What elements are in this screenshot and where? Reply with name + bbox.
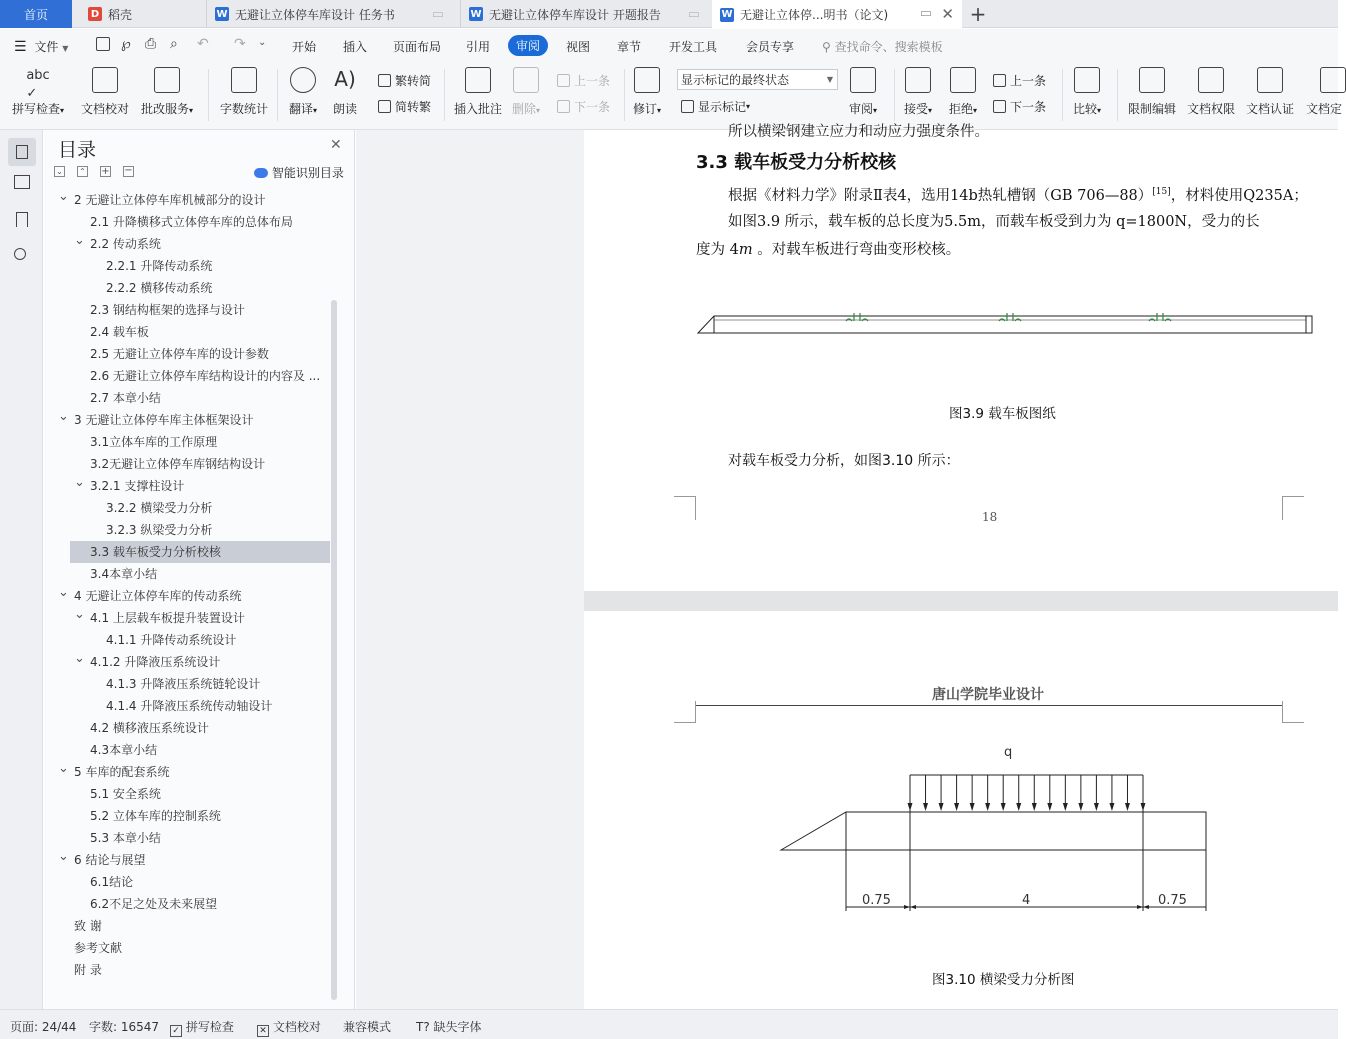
ribbon-divider — [444, 69, 445, 121]
simp-to-trad-icon — [378, 100, 391, 113]
toc-item-label: 2.5 无避让立体停车库的设计参数 — [90, 347, 269, 361]
markup-state-value: 显示标记的最终状态 — [681, 73, 790, 87]
ribbon-divider — [277, 69, 278, 121]
missing-font-button[interactable] — [416, 1018, 482, 1035]
file-menu-label: 文件 — [34, 40, 59, 54]
close-icon[interactable]: ✕ — [941, 5, 954, 23]
toc-item[interactable] — [44, 277, 331, 299]
toc-item-label: 3.1立体车库的工作原理 — [90, 435, 218, 449]
toc-item[interactable] — [44, 343, 331, 365]
toc-item[interactable] — [70, 541, 330, 563]
show-markup-icon — [681, 100, 694, 113]
menu-member[interactable]: 会员专享 — [746, 40, 795, 54]
tab-docer-label: 稻壳 — [108, 7, 133, 22]
paragraph-text: 。对载车板进行弯曲变形校核。 — [752, 242, 961, 258]
word-count[interactable]: 字数: 16547 — [89, 1020, 160, 1034]
translate-label: 翻译 — [289, 102, 314, 116]
delete-comment-button[interactable] — [512, 67, 540, 117]
toc-item-label: 4.1.3 升降液压系统链轮设计 — [106, 677, 261, 691]
toc-item-label: 5.1 安全系统 — [90, 787, 161, 801]
document-canvas — [584, 124, 1338, 1009]
toc-item-label: 2.3 钢结构框架的选择与设计 — [90, 303, 245, 317]
paragraph-text: m — [738, 242, 753, 258]
chevron-down-icon: ▾ — [873, 106, 878, 115]
document-certify-button[interactable] — [1246, 67, 1294, 117]
toc-item[interactable] — [44, 563, 331, 585]
tab-bar — [0, 0, 1338, 28]
toc-item[interactable] — [44, 783, 331, 805]
load-arrowhead — [1063, 803, 1068, 811]
revise-icon — [634, 67, 660, 93]
left-rail — [0, 130, 43, 1009]
toc-item-label: 3.2.1 支撑柱设计 — [90, 479, 185, 493]
docer-icon: D — [88, 7, 102, 21]
tab-thesis-label: 无避让立体停...明书（论文) — [740, 8, 889, 22]
spell-check-button[interactable] — [12, 67, 64, 117]
toc-item-label: 2.2.1 升降传动系统 — [106, 259, 213, 273]
missing-font-label: 缺失字体 — [433, 1020, 482, 1034]
delete-comment-label: 删除 — [512, 102, 537, 116]
close-icon[interactable]: ✕ — [330, 137, 342, 153]
toc-item-label: 3.2无避让立体停车库钢结构设计 — [90, 457, 266, 471]
command-search[interactable] — [822, 38, 943, 55]
revise-button[interactable] — [633, 67, 661, 117]
expand-all-icon[interactable]: ⌃ — [77, 166, 88, 177]
tab-thesis[interactable] — [712, 0, 962, 29]
toc-item[interactable] — [44, 871, 331, 893]
menu-review[interactable]: 审阅 — [508, 35, 548, 56]
markup-state-select[interactable] — [677, 69, 838, 90]
toc-item-label: 3.2.3 纵梁受力分析 — [106, 523, 213, 537]
crop-mark — [674, 701, 696, 723]
save-icon[interactable] — [96, 37, 110, 51]
carrier-plate-outline — [698, 316, 1312, 333]
crop-mark — [1282, 701, 1304, 723]
carrier-plate-drawing — [694, 305, 1319, 337]
toc-item-label: 参考文献 — [74, 941, 123, 955]
lock-icon — [1139, 67, 1165, 93]
load-arrowhead — [1047, 803, 1052, 811]
page-indicator[interactable]: 页面: 24/44 — [10, 1020, 77, 1034]
word-icon: W — [216, 8, 228, 20]
document-rights-icon — [1198, 67, 1224, 93]
toc-item[interactable] — [44, 717, 331, 739]
reject-button[interactable] — [949, 67, 977, 117]
menu-chapter[interactable]: 章节 — [617, 40, 642, 54]
toc-item-label: 4 无避让立体停车库的传动系统 — [74, 589, 242, 603]
print-preview-icon[interactable]: ⌕ — [170, 36, 178, 52]
font-warning-icon: T? — [416, 1020, 430, 1034]
load-arrowhead — [954, 803, 959, 811]
toc-item[interactable] — [44, 255, 331, 277]
compare-label: 比较 — [1073, 102, 1098, 116]
status-proofread[interactable] — [257, 1018, 321, 1037]
load-arrowhead — [970, 803, 975, 811]
toc-item-label: 3 无避让立体停车库主体框架设计 — [74, 413, 254, 427]
toc-item-label: 6.1结论 — [90, 875, 134, 889]
prev-change-icon — [993, 74, 1006, 87]
chevron-down-icon[interactable]: ⌄ — [74, 233, 85, 248]
proofread-icon — [92, 67, 118, 93]
ai-icon — [254, 168, 268, 178]
new-tab-button[interactable] — [966, 0, 990, 28]
toc-item[interactable] — [44, 849, 331, 871]
add-heading-icon[interactable]: + — [101, 166, 110, 177]
translate-button[interactable] — [289, 67, 317, 117]
load-arrows — [908, 775, 1146, 811]
body-paragraph — [728, 184, 1308, 205]
chevron-down-icon[interactable]: ⌄ — [58, 585, 69, 600]
load-arrowhead — [939, 803, 944, 811]
toc-item-label: 2 无避让立体停车库机械部分的设计 — [74, 193, 266, 207]
proofread-label: 文档校对 — [81, 102, 130, 116]
page-number: 18 — [982, 510, 998, 524]
compat-mode[interactable]: 兼容模式 — [343, 1020, 392, 1034]
load-arrowhead — [1125, 803, 1130, 811]
document-page — [584, 611, 1338, 1009]
search-icon[interactable] — [14, 248, 26, 260]
menu-insert[interactable]: 插入 — [343, 40, 368, 54]
show-markup-button[interactable] — [681, 98, 750, 115]
toc-item[interactable] — [44, 937, 331, 959]
simp-to-trad-button[interactable] — [378, 98, 431, 115]
chevron-down-icon[interactable]: ⌄ — [58, 849, 69, 864]
quick-access-dropdown-icon[interactable]: ⌄ — [258, 37, 267, 48]
load-label: q — [1004, 745, 1013, 760]
figure-caption: 图3.10 横梁受力分析图 — [932, 972, 1075, 988]
accept-button[interactable] — [904, 67, 932, 117]
redo-icon[interactable]: ↷ — [234, 36, 246, 52]
toc-item[interactable] — [44, 805, 331, 827]
crop-mark — [674, 496, 696, 520]
finalize-label: 文档定 — [1306, 102, 1343, 116]
load-arrowhead — [985, 803, 990, 811]
dimension-label: 0.75 — [862, 893, 891, 908]
load-arrowhead — [1032, 803, 1037, 811]
smart-toc-label: 智能识别目录 — [271, 166, 344, 180]
menu-page-layout[interactable]: 页面布局 — [393, 40, 442, 54]
paragraph-text: 根据《材料力学》附录Ⅱ表4，选用14b热轧槽钢（GB 706—88） — [728, 188, 1153, 204]
toc-item[interactable] — [44, 211, 331, 233]
chevron-down-icon: ▾ — [1097, 106, 1102, 115]
command-search-placeholder: 查找命令、搜索模板 — [834, 40, 943, 54]
toc-item-label: 致 谢 — [74, 919, 102, 933]
toc-item-label: 2.2.2 横移传动系统 — [106, 281, 213, 295]
word-icon: W — [470, 8, 482, 20]
toc-item-label: 附 录 — [74, 963, 102, 977]
citation: [15] — [1152, 187, 1171, 198]
remove-heading-icon[interactable]: − — [124, 165, 133, 176]
load-arrowhead — [1109, 803, 1114, 811]
checkbox-icon: ✓ — [170, 1025, 182, 1037]
chevron-down-icon: ▾ — [536, 106, 541, 115]
toc-item-label: 5.2 立体车库的控制系统 — [90, 809, 221, 823]
word-count-label: 字数统计 — [220, 102, 269, 116]
paragraph-text: ，材料使用Q235A； — [1170, 188, 1308, 204]
review-pane-label: 审阅 — [849, 102, 874, 116]
chapter-nav-icon[interactable] — [14, 175, 30, 189]
revise-label: 修订 — [633, 102, 658, 116]
chevron-down-icon: ▼ — [62, 44, 69, 53]
chevron-down-icon: ▼ — [826, 75, 833, 84]
load-arrowhead — [1094, 803, 1099, 811]
word-count-icon — [231, 67, 257, 93]
insert-comment-icon — [465, 67, 491, 93]
collapse-all-icon[interactable]: ⌄ — [54, 166, 65, 177]
toc-item-label: 3.4本章小结 — [90, 567, 158, 581]
tab-docer[interactable] — [80, 0, 200, 28]
toc-item[interactable] — [44, 827, 331, 849]
hamburger-icon: ☰ — [14, 39, 27, 55]
show-markup-label: 显示标记 — [698, 100, 747, 114]
reject-label: 拒绝 — [949, 102, 974, 116]
toc-item[interactable] — [44, 585, 331, 607]
toc-item[interactable] — [44, 475, 331, 497]
toc-item[interactable] — [44, 651, 331, 673]
next-comment-icon — [557, 100, 570, 113]
header-rule — [696, 705, 1282, 706]
toc-item-label: 4.3本章小结 — [90, 743, 158, 757]
toc-item[interactable] — [44, 739, 331, 761]
tab-proposal[interactable] — [460, 0, 708, 28]
toc-item[interactable] — [44, 761, 331, 783]
chevron-down-icon[interactable]: ⌄ — [74, 475, 85, 490]
prev-comment-icon — [557, 74, 570, 87]
tab-home[interactable] — [0, 0, 72, 28]
toc-item[interactable] — [44, 893, 331, 915]
toc-item-label: 2.1 升降横移式立体停车库的总体布局 — [90, 215, 293, 229]
prev-change-label: 上一条 — [1010, 74, 1047, 88]
read-aloud-icon: A) — [334, 67, 356, 91]
proofread-icon: ✕ — [257, 1025, 269, 1037]
spell-check-icon: abc ✓ — [26, 68, 50, 101]
search-icon: ⚲ — [822, 40, 831, 54]
read-aloud-button[interactable] — [333, 67, 357, 117]
simp-to-trad-label: 简转繁 — [395, 100, 432, 114]
toc-item[interactable] — [44, 497, 331, 519]
accept-label: 接受 — [904, 102, 929, 116]
chevron-down-icon: ▾ — [973, 106, 978, 115]
chevron-down-icon[interactable]: ⌄ — [74, 607, 85, 622]
toc-item-label: 4.2 横移液压系统设计 — [90, 721, 209, 735]
toc-list — [44, 189, 334, 999]
translate-icon — [290, 67, 316, 93]
toc-item-label: 6 结论与展望 — [74, 853, 146, 867]
toc-item-label: 3.2.2 横梁受力分析 — [106, 501, 213, 515]
next-change-label: 下一条 — [1010, 100, 1047, 114]
toc-item[interactable] — [44, 365, 331, 387]
next-comment-button[interactable] — [557, 98, 610, 115]
beam-outline — [781, 812, 1206, 850]
print-icon[interactable]: ⎙ — [145, 36, 157, 52]
toc-scrollbar[interactable] — [331, 300, 337, 1000]
chevron-down-icon: ▾ — [928, 106, 933, 115]
toc-item-label: 2.2 传动系统 — [90, 237, 161, 251]
word-count-button[interactable] — [220, 67, 268, 117]
word-icon: W — [721, 9, 733, 20]
toc-item-label: 4.1.2 升降液压系统设计 — [90, 655, 221, 669]
proofread-button[interactable] — [81, 67, 129, 117]
export-pdf-icon[interactable]: ℘ — [121, 36, 131, 52]
smart-toc-button[interactable] — [254, 164, 344, 181]
tab-monitor-icon: ▭ — [431, 7, 444, 22]
status-proofread-label: 文档校对 — [272, 1020, 321, 1034]
chevron-down-icon: ▾ — [746, 102, 751, 111]
status-spell-check-label: 拼写检查 — [185, 1020, 234, 1034]
toc-item[interactable] — [44, 233, 331, 255]
review-pane-button[interactable] — [849, 67, 877, 117]
document-rights-button[interactable] — [1187, 67, 1235, 117]
chevron-down-icon[interactable]: ⌄ — [74, 651, 85, 666]
trad-to-simp-button[interactable] — [378, 72, 431, 89]
correction-service-label: 批改服务 — [141, 102, 190, 116]
prev-comment-label: 上一条 — [574, 74, 611, 88]
paragraph-text: 度为 4 — [696, 242, 739, 258]
status-spell-check[interactable] — [170, 1018, 234, 1037]
toc-item-label: 2.6 无避让立体停车库结构设计的内容及 ... — [90, 369, 321, 383]
load-arrowhead — [923, 803, 928, 811]
load-arrowhead — [1001, 803, 1006, 811]
prev-comment-button[interactable] — [557, 72, 610, 89]
toc-item[interactable] — [44, 959, 331, 981]
crop-mark — [1282, 496, 1304, 520]
insert-comment-label: 插入批注 — [454, 102, 503, 116]
tab-home-label: 首页 — [23, 7, 48, 22]
dimension-label: 0.75 — [1158, 893, 1187, 908]
toc-item[interactable] — [44, 629, 331, 651]
prev-change-button[interactable] — [993, 72, 1046, 89]
undo-icon[interactable]: ↶ — [197, 36, 209, 52]
menu-developer[interactable]: 开发工具 — [669, 40, 718, 54]
delete-comment-icon — [513, 67, 539, 93]
menu-view[interactable]: 视图 — [566, 40, 591, 54]
ribbon-divider — [624, 69, 625, 121]
toc-item[interactable] — [44, 299, 331, 321]
finalize-icon — [1320, 67, 1346, 93]
ribbon-divider — [1117, 69, 1118, 121]
toc-nav-icon[interactable] — [8, 138, 36, 166]
bookmark-icon[interactable] — [16, 212, 28, 227]
beam-force-diagram — [774, 741, 1214, 921]
file-menu[interactable] — [14, 38, 68, 55]
trad-to-simp-icon — [378, 74, 391, 87]
chevron-down-icon[interactable]: ⌄ — [58, 761, 69, 776]
dimension-label: 4 — [1022, 893, 1031, 908]
document-margin-area — [356, 130, 584, 1009]
toc-item[interactable] — [44, 321, 331, 343]
toc-item-label: 6.2不足之处及未来展望 — [90, 897, 218, 911]
toc-item[interactable] — [44, 673, 331, 695]
load-arrowhead — [1078, 803, 1083, 811]
toc-item-label: 4.1 上层载车板提升装置设计 — [90, 611, 245, 625]
document-certify-label: 文档认证 — [1246, 102, 1295, 116]
next-comment-label: 下一条 — [574, 100, 611, 114]
toc-item[interactable] — [44, 387, 331, 409]
toc-item[interactable] — [44, 519, 331, 541]
review-pane-icon — [850, 67, 876, 93]
chevron-down-icon[interactable]: ⌄ — [58, 409, 69, 424]
document-rights-label: 文档权限 — [1187, 102, 1236, 116]
trad-to-simp-label: 繁转简 — [395, 74, 432, 88]
next-change-icon — [993, 100, 1006, 113]
toc-item[interactable] — [44, 189, 331, 211]
toc-title: 目录 — [58, 139, 97, 161]
body-paragraph: 对载车板受力分析，如图3.10 所示： — [728, 453, 960, 469]
plus-icon: + — [969, 2, 987, 26]
chevron-down-icon[interactable]: ⌄ — [58, 189, 69, 204]
chevron-down-icon: ▾ — [657, 106, 662, 115]
read-aloud-label: 朗读 — [333, 102, 358, 116]
tab-proposal-label: 无避让立体停车库设计 开题报告 — [489, 7, 661, 22]
toc-item[interactable] — [44, 409, 331, 431]
toc-panel — [44, 130, 355, 1009]
toc-item[interactable] — [44, 453, 331, 475]
ribbon-divider — [208, 69, 209, 121]
next-change-button[interactable] — [993, 98, 1046, 115]
toc-item-label: 4.1.1 升降传动系统设计 — [106, 633, 237, 647]
load-arrowhead — [1016, 803, 1021, 811]
page-header: 唐山学院毕业设计 — [932, 687, 1044, 703]
chevron-down-icon: ▾ — [189, 106, 194, 115]
body-paragraph — [696, 238, 960, 259]
tab-monitor-icon: ▭ — [687, 7, 700, 22]
status-bar — [0, 1009, 1338, 1039]
toc-item[interactable] — [44, 915, 331, 937]
tab-task-book-label: 无避让立体停车库设计 任务书 — [235, 7, 395, 22]
menu-home[interactable]: 开始 — [292, 40, 317, 54]
reject-icon — [950, 67, 976, 93]
menu-bar — [0, 29, 1338, 63]
compare-button[interactable] — [1073, 67, 1101, 117]
chevron-down-icon: ▾ — [60, 106, 65, 115]
spell-check-label: 拼写检查 — [12, 102, 61, 116]
cut-off-line: 所以横梁钢建立应力和动应力强度条件。 — [728, 124, 989, 140]
accept-icon — [905, 67, 931, 93]
toc-item-label: 5.3 本章小结 — [90, 831, 161, 845]
toc-item-label: 4.1.4 升降液压系统传动轴设计 — [106, 699, 273, 713]
toc-item[interactable] — [44, 431, 331, 453]
compare-icon — [1074, 67, 1100, 93]
finalize-button[interactable] — [1306, 67, 1343, 117]
toc-item[interactable] — [44, 607, 331, 629]
restrict-editing-button[interactable] — [1128, 67, 1176, 117]
chevron-down-icon: ▾ — [313, 106, 318, 115]
ribbon-divider — [894, 69, 895, 121]
insert-comment-button[interactable] — [454, 67, 502, 117]
section-heading: 3.3 载车板受力分析校核 — [696, 152, 897, 173]
restrict-editing-label: 限制编辑 — [1128, 102, 1177, 116]
document-page — [584, 124, 1338, 591]
toc-item-label: 5 车库的配套系统 — [74, 765, 170, 779]
menu-references[interactable]: 引用 — [466, 40, 491, 54]
tab-task-book[interactable] — [206, 0, 452, 28]
correction-service-button[interactable] — [141, 67, 193, 117]
ribbon-divider — [1062, 69, 1063, 121]
shield-icon — [1257, 67, 1283, 93]
review-ribbon — [0, 63, 1343, 130]
body-paragraph: 如图3.9 所示，载车板的总长度为5.5m，而载车板受到力为 q=1800N，受力的长 — [728, 214, 1260, 230]
toc-item[interactable] — [44, 695, 331, 717]
toc-item-label: 3.3 载车板受力分析校核 — [90, 545, 221, 559]
toc-item-label: 2.4 载车板 — [90, 325, 149, 339]
toc-item-label: 2.7 本章小结 — [90, 391, 161, 405]
tab-monitor-icon: ▭ — [919, 6, 932, 21]
figure-caption: 图3.9 载车板图纸 — [949, 406, 1056, 422]
correction-service-icon — [154, 67, 180, 93]
